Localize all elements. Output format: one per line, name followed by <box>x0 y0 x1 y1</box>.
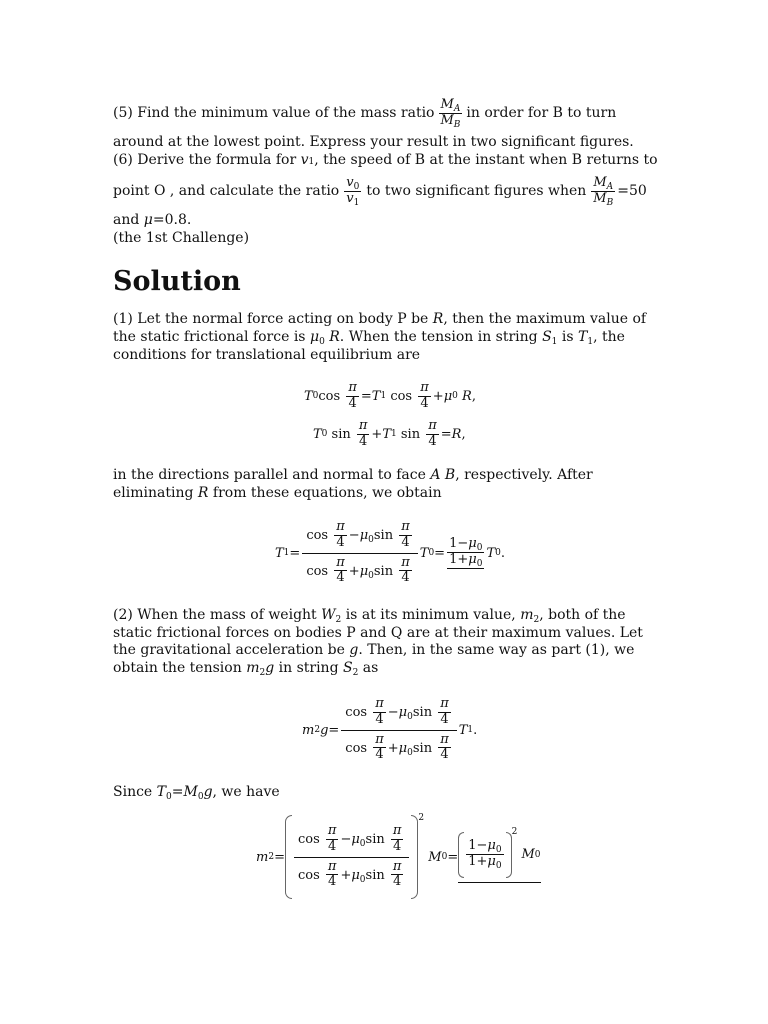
ratio-den: M <box>440 112 454 128</box>
p3-text-f: . Then, in the same way as part (1), we <box>358 642 635 658</box>
part1-line-4 <box>113 467 593 483</box>
question-6-line-2 <box>113 170 647 212</box>
part2-line-3 <box>113 642 634 658</box>
p1-text-e: is <box>561 329 574 345</box>
q6-eq-value: =50 <box>617 183 647 199</box>
q6-v: v <box>300 152 309 168</box>
ratio-num: M <box>440 96 454 112</box>
p3-text-c: , both of the <box>539 607 626 623</box>
q6-v-sub: 1 <box>308 157 315 167</box>
q5-text: (5) Find the minimum value of the mass ratio <box>113 105 435 121</box>
p3-text-a: (2) When the mass of weight <box>113 607 317 623</box>
question-6-line-1 <box>113 152 658 168</box>
q6-and: and <box>113 212 140 228</box>
p3-text-b: is at its minimum value, <box>345 607 516 623</box>
ratio2-num-sub: A <box>606 181 614 192</box>
q6-middle-text: to two significant figures when <box>366 183 587 199</box>
part2-line-4: obtain the tension $m_2g$ in string $S_2$ as <box>113 660 379 678</box>
p3-g: g <box>349 642 359 658</box>
mass-ratio-fraction-2 <box>591 176 615 207</box>
since-line: Since $T_0=M_0g$, we have <box>113 784 280 802</box>
equation-parallel: T 0 cos $\frac{\pi}{4}$ = T 1 cos $\frac{\pi}{4}$ + μ 0 R , <box>304 379 476 411</box>
vr-num-sub: 0 <box>353 181 360 192</box>
p1-text-b: , then the maximum value of <box>443 311 647 327</box>
ratio-den-sub: B <box>453 119 461 130</box>
mass-ratio-fraction <box>438 98 462 129</box>
p2-text-d: from these equations, we obtain <box>212 485 442 501</box>
q6-point-text: point O , and calculate the ratio <box>113 183 340 199</box>
right-paren <box>411 815 418 899</box>
vr-den-sub: 1 <box>353 197 360 208</box>
q6-mu-value: =0.8. <box>152 212 192 228</box>
q5-text-2: in order for B to turn <box>466 105 617 121</box>
solution-heading: Solution <box>113 266 241 297</box>
p3-text-j: as <box>362 660 379 676</box>
p3-text-h: obtain the tension <box>113 660 242 676</box>
question-6-line-3 <box>113 212 191 228</box>
velocity-ratio-fraction <box>344 176 361 207</box>
question-5-line-1 <box>113 92 616 134</box>
question-5-line-2: around at the lowest point. Express your result in two significant figures. <box>113 134 634 150</box>
p2-AB: A B <box>430 467 456 483</box>
equation-m2: m 2 = cos $\frac{\pi}{4}$ $-\mu_0\sin$ $\frac{\pi}{4}$ cos $\frac{\pi}{4}$ $+\mu_0\sin$ $\frac{\pi}{4}$ 2 M 0 = $\frac{1-\mu_0}{1+\mu_0}$ 2 M 0 <box>256 814 541 900</box>
part1-line-3: conditions for translational equilibrium are <box>113 347 421 363</box>
p3-text-e: the gravitational acceleration be <box>113 642 345 658</box>
p2-text-c: eliminating <box>113 485 194 501</box>
equation-m2g: m 2 g = cos $\frac{\pi}{4}$ $-\mu_0\sin$ $\frac{\pi}{4}$ cos $\frac{\pi}{4}$ $+\mu_0\sin$ $\frac{\pi}{4}$ T 1 . <box>302 695 478 763</box>
p1-R: R <box>432 311 444 327</box>
p1-text-f: , the <box>593 329 625 345</box>
vr-den: v <box>346 190 354 206</box>
part2-line-2: static frictional forces on bodies P and Q are at their maximum values. Let <box>113 625 643 641</box>
p4-text-a: Since <box>113 784 153 800</box>
q6-mu: μ <box>143 212 153 228</box>
q6-text-2: , the speed of B at the instant when B returns to <box>314 152 658 168</box>
p2-text-a: in the directions parallel and normal to face <box>113 467 426 483</box>
part1-line-1 <box>113 311 646 327</box>
p3-text-i: in string <box>278 660 339 676</box>
equation-T1: T 1 = cos $\frac{\pi}{4}$ $-\mu_0\sin$ $\frac{\pi}{4}$ cos $\frac{\pi}{4}$ $+\mu_0\sin$ $\frac{\pi}{4}$ T 0 = $\frac{1-\mu_0}{1+\mu_0}$ T 0 . <box>275 518 505 586</box>
part1-line-5: eliminating R from these equations, we obtain <box>113 485 442 501</box>
challenge-label: (the 1st Challenge) <box>113 230 250 246</box>
part2-line-1: (2) When the mass of weight $W_2$ is at its minimum value, $m_2$, both of the <box>113 607 626 625</box>
q6-text: (6) Derive the formula for <box>113 152 297 168</box>
ratio2-num: M <box>593 174 607 190</box>
ratio2-den-sub: B <box>606 197 614 208</box>
p2-text-b: , respectively. After <box>455 467 593 483</box>
p4-text-b: , we have <box>212 784 280 800</box>
p1-text-c: the static frictional force is <box>113 329 306 345</box>
part1-line-2: the static frictional force is $\mu_0$ R. When the tension in string $S_1$ is $T_1$, the <box>113 329 625 347</box>
equation-normal: T 0 sin $\frac{\pi}{4}$ + T 1 sin $\frac{\pi}{4}$ = R , <box>313 417 466 449</box>
ratio2-den: M <box>593 190 607 206</box>
vr-num: v <box>346 174 354 190</box>
left-paren <box>285 815 292 899</box>
p1-text-d: . When the tension in string <box>339 329 538 345</box>
p1-text-a: (1) Let the normal force acting on body P be <box>113 311 429 327</box>
ratio-num-sub: A <box>453 103 461 114</box>
